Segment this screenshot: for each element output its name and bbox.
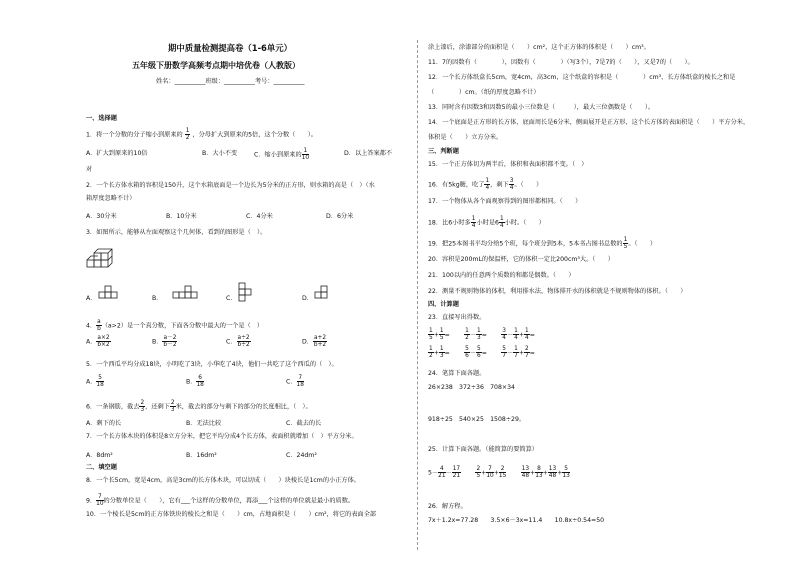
q3-option-a-figure	[98, 283, 118, 301]
q2-text-cont: 箱厚度忽略不计）	[86, 195, 136, 202]
q24-text: 24．笔算下面各题。	[428, 370, 486, 377]
q15-text: 15．一个正方体切为两半后，体积和表面积都不变。（ ）	[428, 161, 588, 168]
q6-option-b[interactable]: B．无法比较	[186, 420, 222, 427]
q3-option-b-figure	[172, 283, 200, 301]
exam-title: 期中质量检测提高卷（1-6单元）	[168, 43, 293, 53]
q1-option-c[interactable]: C．缩小到原来的 $\frac{1}{10}$	[254, 148, 310, 161]
section-judge: 三、判断题	[428, 148, 459, 155]
q19-text: 19．把25本图书平均分给5个班，每个班分到5本，5本书占图书总数的 $\frac{1}{5}$ 。（ ）	[428, 237, 657, 250]
q12-text: 12．一个长方体纸盒长5cm，宽4cm，高3cm，这个纸盒的容积是（ ）cm³，长方体纸盒的棱长之和是	[428, 74, 736, 81]
exam-subtitle: 五年级下册数学高频考点期中培优卷（人教版）	[132, 61, 300, 70]
q7-option-a[interactable]: A．8dm²	[86, 452, 113, 459]
q1-option-d[interactable]: D．以上答案都不	[344, 150, 393, 157]
q14-text: 14．一个底面是正方形的长方体，底面周长是6分米，侧面展开是正方形，这个长方体的表面积是（ ）平方分米，	[428, 119, 750, 126]
q6-option-a[interactable]: A．剩下的长	[86, 420, 122, 427]
q4-option-c[interactable]: C． $\frac{a\div 2}{b\div 2}$	[226, 335, 250, 348]
q1-text: 1．将一个分数的分子缩小到原来的 $\frac{1}{2}$ ，分母扩大到原来的5倍，这个分数（ ）。	[86, 128, 317, 141]
q23-row-2: $\frac{1}{2}$ + $\frac{1}{3}$ = $\frac{5}{6}$ － $\frac{5}{6}$ = $\frac{5}{7}$ － $\frac{1}{7}$ + $\frac{2}{7}$ =	[429, 346, 535, 359]
q13-text: 13．同时含有因数3和因数5的最小三位数是（ ），最大三位偶数是（ ）。	[428, 104, 655, 111]
q12-text-cont: （ ）cm。（纸的厚度忽略不计）	[428, 89, 540, 96]
q26-text: 26．解方程。	[428, 503, 467, 510]
q14-text-cont: 体积是（ ）立方分米。	[428, 134, 503, 141]
q5-option-c[interactable]: C． $\frac{7}{18}$	[286, 375, 304, 388]
q24-items-row-1: 26×238 372÷36 708×34	[428, 384, 515, 391]
q22-text: 22．测量不规则物体的体积，利用排水法，物体排开水的体积就是不规则物体的体积。（ ）	[428, 288, 687, 295]
q6-text: 6．一条钢筋，截去 $\frac{2}{3}$ ，还剩下 $\frac{2}{3}$ 米，截去的部分与剩下的部分的长度相比，（ ）。	[86, 400, 312, 413]
q1-option-b[interactable]: B．大小不变	[202, 150, 238, 157]
q20-text: 20．容积是200mL的保温杯，它的体积一定比200cm³大。（ ）	[428, 256, 614, 263]
q23-text: 23．直接写出得数。	[428, 314, 486, 321]
q1-option-a[interactable]: A．扩大到原来的10倍	[86, 150, 148, 157]
q24-items-row-2: 918÷25 540×25 1508÷29。	[428, 416, 526, 423]
q2-option-b[interactable]: B．10分米	[166, 213, 197, 220]
q3-option-d-figure	[314, 283, 334, 301]
q3-option-b[interactable]: B．	[152, 295, 163, 302]
q4-option-b[interactable]: B． $\frac{a-2}{b-2}$	[152, 335, 177, 348]
column-divider	[417, 40, 418, 550]
q5-option-a[interactable]: A． $\frac{5}{18}$	[86, 375, 104, 388]
q17-text: 17．一个物体从各个面观察得到的图形都相同。（ ）	[428, 198, 582, 205]
q10-text-cont: 涂上漆后，涂漆部分的面积是（ ）cm²，这个正方体的体积是（ ）cm³。	[428, 44, 650, 51]
q26-items: 7x＋1.2x=77.28 3.5×6－3x=11.4 10.8x÷0.54=50	[428, 517, 605, 524]
q4-text: 4． $\frac{a}{b}$ （a>2）是一个真分数，下面各分数中最大的一个是（ ）	[86, 319, 264, 332]
section-calc: 四、计算题	[428, 301, 459, 308]
q3-option-c[interactable]: C．	[226, 295, 237, 302]
q3-option-c-figure	[238, 281, 252, 303]
q7-text: 7．一个长方体木块的体积是8立方分米，把它平均分成4个长方体，表面积就增加（ ）平方分米。	[86, 433, 358, 440]
q1-fraction: $\frac{1}{2}$	[185, 128, 190, 141]
q8-text: 8．一个长5cm，宽是4cm，高是3cm的长方体木块，可以切成（ ）块棱长是1cm的小正方体。	[86, 477, 360, 484]
q3-text: 3．如图所示，能够从左面观察这个几何体，看到的图形是（ ）。	[86, 229, 267, 236]
q5-text: 5．一个西瓜平均分成18块，小明吃了3块，小华吃了4块，他们一共吃了这个西瓜的（ ）。	[86, 361, 338, 368]
q11-text: 11．7的因数有（ ），因数有（ ）（写3个），7是7的（ ），又是7的（ ）。	[428, 59, 694, 66]
q21-text: 21．100以内的任意两个质数的和都是偶数。（ ）	[428, 272, 575, 279]
q7-option-b[interactable]: B．16dm²	[186, 452, 217, 459]
q2-option-d[interactable]: D．6分米	[326, 213, 354, 220]
student-info-line: 姓名：__________班级：__________考号：__________	[156, 78, 305, 85]
q3-solid-figure	[86, 246, 116, 272]
q18-text: 18．比6小时多 $\frac{1}{4}$ 小时是6 $\frac{1}{4}$ 小时。（ ）	[428, 216, 545, 229]
q10-text: 10．一个棱长是5cm的正方体铁块的棱长之和是（ ）cm，占地面积是（ ）cm²，将它的表面全部	[86, 511, 377, 518]
q3-option-a[interactable]: A．	[86, 295, 97, 302]
q7-option-c[interactable]: C．24dm²	[286, 452, 317, 459]
q2-text: 2．一个长方体水箱的容积是150升，这个水箱底面是一个边长为5分米的正方形，则水箱的高是（ ）（水	[86, 182, 375, 189]
q4-option-d[interactable]: D． $\frac{a+2}{b+2}$	[302, 335, 327, 348]
q25-items: 5－ $\frac{4}{21}$ － $\frac{17}{21}$ $\frac{2}{5}$ + $\frac{7}{10}$ + $\frac{2}{15}$ $\frac{13}{48}$ + $\frac{8}{13}$ + $\frac{13}{48}$ + $\frac{5}{13}$	[428, 466, 570, 479]
q23-row-1: $\frac{1}{5}$ + $\frac{1}{5}$ = $\frac{1}{2}$ － $\frac{1}{3}$ = $\frac{3}{4}$ － $\frac{1}{4}$ + $\frac{1}{4}$ =	[429, 328, 535, 341]
q1-option-d-tail: 对	[86, 166, 93, 173]
q4-option-a[interactable]: A． $\frac{a\times 2}{b\times 2}$	[86, 335, 110, 348]
section-fill: 二、填空题	[86, 464, 117, 471]
q5-option-b[interactable]: B． $\frac{6}{18}$	[186, 375, 204, 388]
q3-option-d[interactable]: D．	[302, 295, 313, 302]
q16-text: 16．有5kg糖，吃了 $\frac{1}{4}$ ，剩下 $\frac{3}{4}$ 。（ ）	[428, 178, 543, 191]
q2-option-a[interactable]: A．30分米	[86, 213, 117, 220]
q2-option-c[interactable]: C．4分米	[246, 213, 273, 220]
q6-option-c[interactable]: C．截去的长	[286, 420, 322, 427]
q25-text: 25．计算下面各题。（能简算的要简算）	[428, 446, 538, 453]
section-choice: 一、选择题	[86, 115, 117, 122]
q9-text: 9． $\frac{7}{10}$ 的分数单位是（ ），它有___个这样的分数单位，再添___个这样的单位就是最小的质数。	[86, 494, 355, 507]
